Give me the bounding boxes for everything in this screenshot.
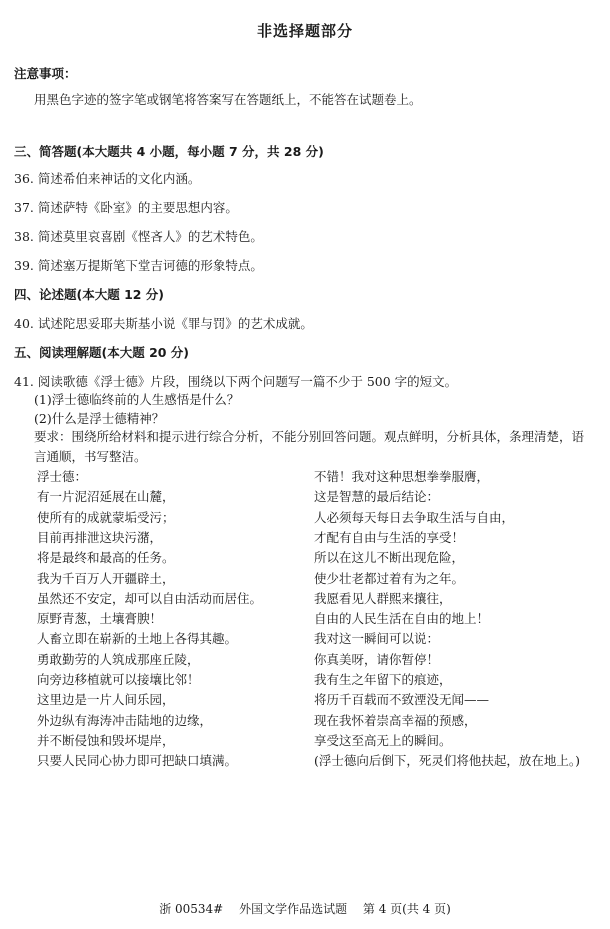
question-41: 41. 阅读歌德《浮士德》片段，围绕以下两个问题写一篇不少于 500 字的短文。 (14, 374, 458, 389)
poem-line: 使少壮老都过着有为之年。 (314, 570, 465, 586)
poem-line: 我愿看见人群熙来攘往， (314, 590, 452, 606)
question-39: 39. 简述塞万提斯笔下堂吉诃德的形象特点。 (14, 258, 263, 273)
poem-line: 有一片泥沼延展在山麓， (37, 489, 175, 505)
question-41-sub1: (1)浮士德临终前的人生感悟是什么？ (34, 392, 240, 407)
poem-line: 使所有的成就蒙垢受污； (37, 509, 175, 525)
section3-heading: 三、简答题(本大题共 4 小题，每小题 7 分，共 28 分) (14, 144, 324, 159)
poem-line: 将是最终和最高的任务。 (37, 550, 175, 566)
page-title: 非选择题部分 (256, 22, 353, 40)
footer-code: 浙 00534# (159, 902, 224, 916)
poem-line: 虽然还不安定，却可以自由活动而居住。 (37, 590, 263, 606)
question-41-sub2: (2)什么是浮士德精神？ (34, 411, 165, 426)
page-footer (0, 900, 610, 917)
notice-heading: 注意事项： (14, 66, 77, 81)
poem-line: 享受这至高无上的瞬间。 (314, 732, 452, 748)
section5-heading: 五、阅读理解题(本大题 20 分) (14, 345, 190, 360)
question-40: 40. 试述陀思妥耶夫斯基小说《罪与罚》的艺术成就。 (14, 316, 313, 331)
section4-heading: 四、论述题(本大题 12 分) (14, 287, 165, 302)
poem-line: 只要人民同心协力即可把缺口填满。 (37, 753, 238, 769)
poem-line: 原野青葱，土壤膏腴！ (37, 611, 163, 627)
question-36: 36. 简述希伯来神话的文化内涵。 (14, 171, 201, 186)
poem-line: 并不断侵蚀和毁坏堤岸， (37, 732, 175, 748)
question-37: 37. 简述萨特《卧室》的主要思想内容。 (14, 200, 238, 215)
poem-line: 浮士德： (37, 469, 88, 484)
poem-line: 现在我怀着崇高幸福的预感， (314, 712, 477, 728)
poem-line: 勇敢勤劳的人筑成那座丘陵， (37, 651, 200, 667)
poem-line: 所以在这儿不断出现危险， (314, 550, 465, 566)
poem-line: 才配有自由与生活的享受！ (314, 529, 465, 545)
poem-line: 你真美呀，请你暂停！ (314, 651, 440, 667)
poem-line: 这里边是一片人间乐园， (37, 692, 175, 708)
poem-line: (浮士德向后倒下，死灵们将他扶起，放在地上。) (314, 753, 581, 769)
footer-page: 第 4 页(共 4 页) (362, 902, 451, 916)
poem-line: 我有生之年留下的痕迹， (314, 672, 452, 687)
poem-line: 不错！我对这种思想拳拳服膺， (314, 469, 490, 484)
poem-line: 我为千百万人开疆辟土， (37, 570, 175, 586)
poem-line: 向旁边移植就可以接壤比邻！ (37, 672, 200, 687)
poem-line: 人畜立即在崭新的土地上各得其趣。 (37, 631, 238, 647)
poem-line: 自由的人民生活在自由的地上！ (314, 611, 490, 627)
poem-line: 这是智慧的最后结论： (314, 489, 440, 505)
poem-line: 目前再排泄这块污潴， (37, 529, 163, 545)
question-38: 38. 简述莫里哀喜剧《悭吝人》的艺术特色。 (14, 229, 263, 244)
poem-line: 将历千百载而不致湮没无闻—— (314, 692, 490, 708)
question-41-requirement: 要求：围绕所给材料和提示进行综合分析，不能分别回答问题。观点鲜明，分析具体，条理清楚，语言通顺，书写整洁。 (34, 429, 585, 464)
poem-line: 人必须每天每日去争取生活与自由， (314, 509, 515, 525)
footer-subject: 外国文学作品选试题 (239, 902, 348, 916)
notice-text: 用黑色字迹的签字笔或钢笔将答案写在答题纸上，不能答在试题卷上。 (34, 92, 422, 107)
poem-line: 我对这一瞬间可以说： (314, 631, 440, 647)
poem-line: 外边纵有海涛冲击陆地的边缘， (37, 712, 213, 728)
